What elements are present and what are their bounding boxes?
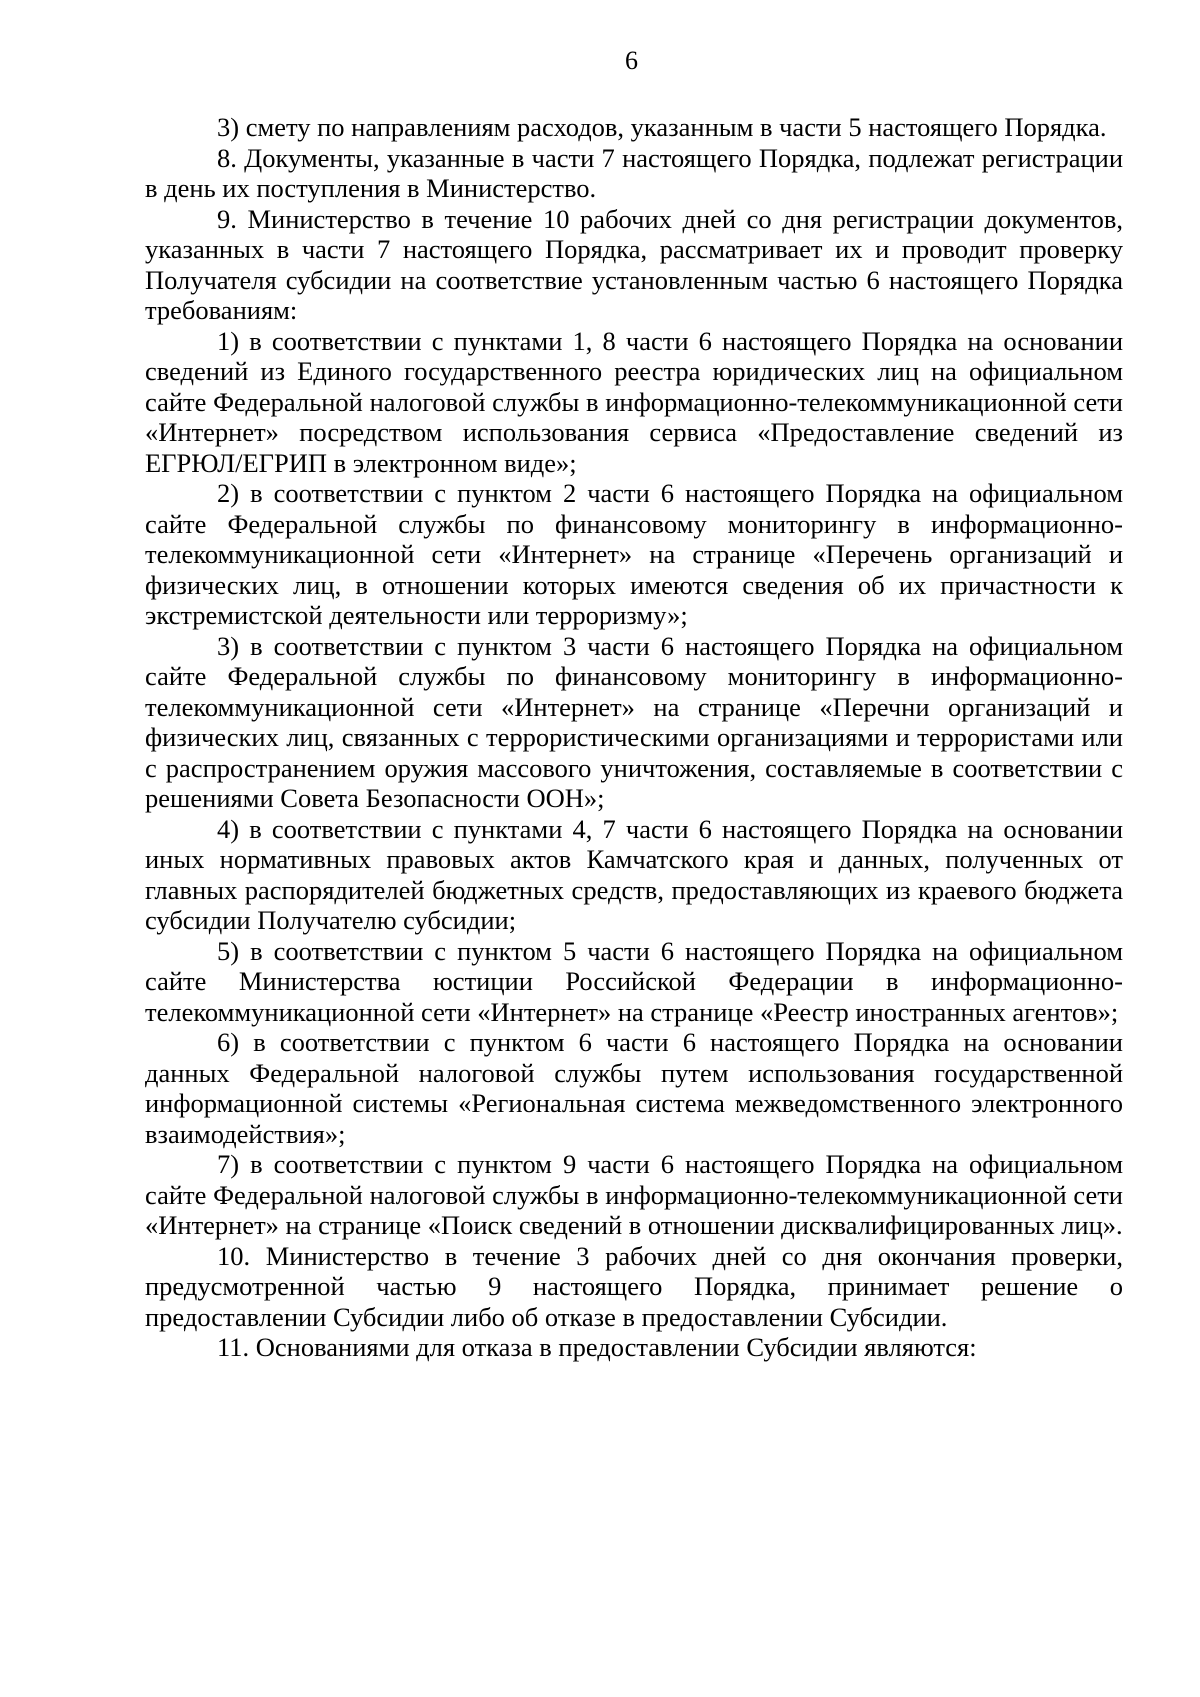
paragraph-9-item-3: 3) в соответствии с пунктом 3 части 6 настоящего Порядка на официальном сайте Федеральной службы по финансовому мониторингу в информационно-телекоммуникационной сети «Интернет» на странице «Перечни организаций и физических лиц, связанных с террористическими организациями и террористами или с распространением оружия массового уничтожения, составляемые в соответствии с решениями Совета Безопасности ООН»; xyxy=(145,630,1123,813)
document-body xyxy=(145,112,1123,1363)
paragraph-9-item-7: 7) в соответствии с пунктом 9 части 6 настоящего Порядка на официальном сайте Федеральной налоговой службы в информационно-телекоммуникационной сети «Интернет» на странице «Поиск сведений в отношении дисквалифицированных лиц». xyxy=(145,1149,1123,1240)
page-number: 6 xyxy=(625,46,638,75)
paragraph-9-item-2: 2) в соответствии с пунктом 2 части 6 настоящего Порядка на официальном сайте Федеральной службы по финансовому мониторингу в информационно-телекоммуникационной сети «Интернет» на странице «Перечень организаций и физических лиц, в отношении которых имеются сведения об их причастности к экстремистской деятельности или терроризму»; xyxy=(145,478,1123,630)
paragraph-10-decision: 10. Министерство в течение 3 рабочих дней со дня окончания проверки, предусмотренной частью 9 настоящего Порядка, принимает решение о предоставлении Субсидии либо об отказе в предоставлении Субсидии. xyxy=(145,1240,1123,1332)
paragraph-9-item-6: 6) в соответствии с пунктом 6 части 6 настоящего Порядка на основании данных Федеральной налоговой службы путем использования государственной информационной системы «Региональная система межведомственного электронного взаимодействия»; xyxy=(145,1027,1123,1149)
paragraph-9-item-1: 1) в соответствии с пунктами 1, 8 части 6 настоящего Порядка на основании сведений из Единого государственного реестра юридических лиц на официальном сайте Федеральной налоговой службы в информационно-телекоммуникационной сети «Интернет» посредством использования сервиса «Предоставление сведений из ЕГРЮЛ/ЕГРИП в электронном виде»; xyxy=(145,325,1123,478)
paragraph-item-3-estimate: 3) смету по направлениям расходов, указанным в части 5 настоящего Порядка. xyxy=(217,112,1107,142)
paragraph-9-item-4: 4) в соответствии с пунктами 4, 7 части 6 настоящего Порядка на основании иных нормативных правовых актов Камчатского края и данных, полученных от главных распорядителей бюджетных средств, предоставляющих из краевого бюджета субсидии Получателю субсидии; xyxy=(145,813,1123,935)
paragraph-8-registration: 8. Документы, указанные в части 7 настоящего Порядка, подлежат регистрации в день их поступления в Министерство. xyxy=(145,142,1123,203)
paragraph-9-review: 9. Министерство в течение 10 рабочих дней со дня регистрации документов, указанных в части 7 настоящего Порядка, рассматривает их и проводит проверку Получателя субсидии на соответствие установленным частью 6 настоящего Порядка требованиям: xyxy=(145,203,1123,325)
paragraph-9-item-5: 5) в соответствии с пунктом 5 части 6 настоящего Порядка на официальном сайте Министерства юстиции Российской Федерации в информационно-телекоммуникационной сети «Интернет» на странице «Реестр иностранных агентов»; xyxy=(145,935,1123,1027)
paragraph-11-refusal-grounds: 11. Основаниями для отказа в предоставлении Субсидии являются: xyxy=(217,1332,977,1362)
